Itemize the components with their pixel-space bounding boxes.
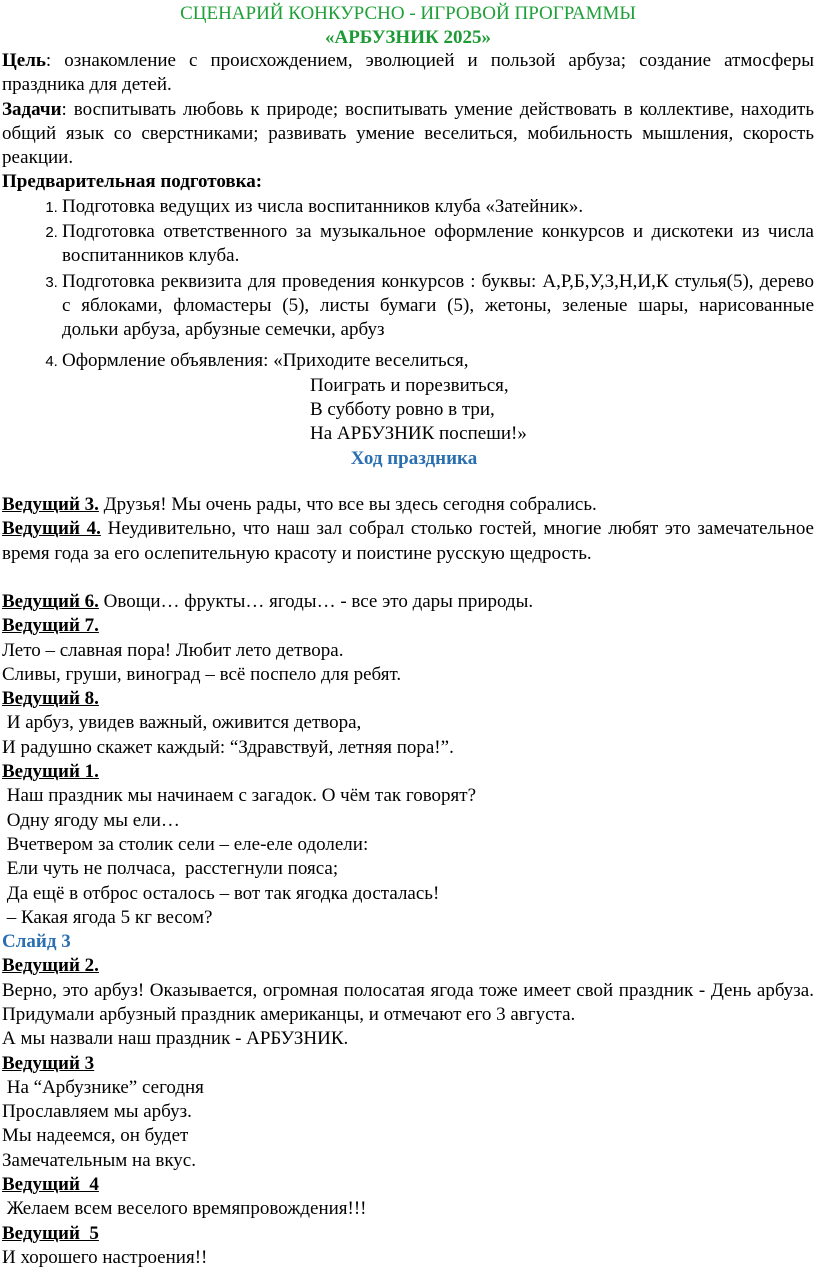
host4-label: Ведущий 4.	[2, 518, 101, 540]
slide-label: Слайд 3	[2, 931, 71, 953]
host3b-line-3: Мы надеемся, он будет	[2, 1125, 189, 1147]
host8-line-1: И арбуз, увидев важный, оживится детвора,	[2, 712, 362, 734]
prep-item-1: 1. Подготовка ведущих из числа воспитанников клуба «Затейник».	[62, 195, 814, 219]
host3b-line-2: Прославляем мы арбуз.	[2, 1101, 192, 1123]
host4-paragraph	[2, 517, 814, 566]
host2-text: Верно, это арбуз! Оказывается, огромная полосатая ягода тоже имеет свой праздник - День арбуза. Придумали арбузный праздник американцы, и отмечают его 3 августа.	[2, 979, 814, 1025]
host2-text-2: А мы назвали наш праздник - АРБУЗНИК.	[2, 1028, 349, 1050]
host7-label: Ведущий 7.	[2, 615, 99, 637]
host2-label: Ведущий 2.	[2, 955, 99, 977]
host8-label: Ведущий 8.	[2, 688, 99, 710]
prep-item-3: 3. Подготовка реквизита для проведения конкурсов : буквы: А,Р,Б,У,З,Н,И,К стулья(5), дерево с яблоками, фломастеры (5), листы бумаги (5), жетоны, зеленые шары, нарисованные дольки арбуза, арбузные семечки, арбуз	[62, 270, 814, 343]
host1-line-1: Наш праздник мы начинаем с загадок. О чём так говорят?	[2, 785, 477, 807]
announcement-line-3: На АРБУЗНИК поспеши!»	[310, 423, 527, 445]
host5-text: И хорошего настроения!!	[2, 1246, 208, 1268]
host8-line-2: И радушно скажет каждый: “Здравствуй, летняя пора!”.	[2, 736, 454, 758]
tasks-text: : воспитывать любовь к природе; воспитывать умение действовать в коллективе, находить общий язык со сверстниками; развивать умение веселиться, мобильность мышления, скорость реакции.	[2, 98, 814, 169]
prep-item-2: 2. Подготовка ответственного за музыкальное оформление конкурсов и дискотеки из числа воспитанников клуба.	[62, 220, 814, 269]
host4b-text: Желаем всем веселого времяпровождения!!!	[2, 1198, 367, 1220]
host1-line-2: Одну ягоду мы ели…	[2, 809, 180, 831]
host4-text: Неудивительно, что наш зал собрал столько гостей, многие любят это замечательное время года за его ослепительную красоту и поистине русскую щедрость.	[2, 518, 814, 564]
host3b-line-1: На “Арбузнике” сегодня	[2, 1076, 204, 1098]
host1-label: Ведущий 1.	[2, 761, 99, 783]
announcement-line-1: Поиграть и порезвиться,	[310, 374, 509, 396]
host3-label: Ведущий 3.	[2, 494, 99, 516]
host6-label: Ведущий 6.	[2, 590, 99, 612]
announcement-line-2: В субботу ровно в три,	[310, 399, 495, 421]
host6-paragraph	[2, 590, 814, 614]
tasks-paragraph	[2, 98, 814, 171]
host6-text: Овощи… фрукты… ягоды… - все это дары природы.	[98, 590, 534, 612]
host3-text: Друзья! Мы очень рады, что все вы здесь сегодня собрались.	[98, 494, 597, 516]
host1-line-5: Да ещё в отброс осталось – вот так ягодка досталась!	[2, 882, 440, 904]
prep-heading: Предварительная подготовка:	[2, 171, 263, 193]
host7-line-2: Сливы, груши, виноград – всё поспело для ребят.	[2, 663, 402, 685]
host3b-label: Ведущий 3	[2, 1052, 95, 1074]
prep-item-4: 4. Оформление объявления: «Приходите веселиться,	[62, 349, 814, 373]
host7-line-1: Лето – славная пора! Любит лето детвора.	[2, 639, 344, 661]
host4b-label: Ведущий 4	[2, 1174, 99, 1196]
host1-line-3: Вчетвером за столик сели – еле-еле одолели:	[2, 833, 369, 855]
host3b-line-4: Замечательным на вкус.	[2, 1149, 196, 1171]
goal-text: : ознакомление с происхождением, эволюцией и пользой арбуза; создание атмосферы праздника для детей.	[2, 50, 814, 96]
title-line-2: «АРБУЗНИК 2025»	[324, 27, 492, 48]
course-heading: Ход праздника	[350, 447, 478, 469]
title-line-1: СЦЕНАРИЙ КОНКУРСНО - ИГРОВОЙ ПРОГРАММЫ	[180, 3, 636, 24]
goal-label: Цель	[2, 50, 46, 71]
host5-label: Ведущий 5	[2, 1222, 99, 1244]
goal-paragraph	[2, 49, 814, 98]
tasks-label: Задачи	[2, 98, 62, 120]
host1-line-6: – Какая ягода 5 кг весом?	[2, 906, 213, 928]
prep-list	[2, 195, 814, 373]
host3-paragraph	[2, 493, 814, 517]
host1-line-4: Ели чуть не полчаса, расстегнули пояса;	[2, 858, 339, 880]
spacer	[2, 566, 814, 590]
